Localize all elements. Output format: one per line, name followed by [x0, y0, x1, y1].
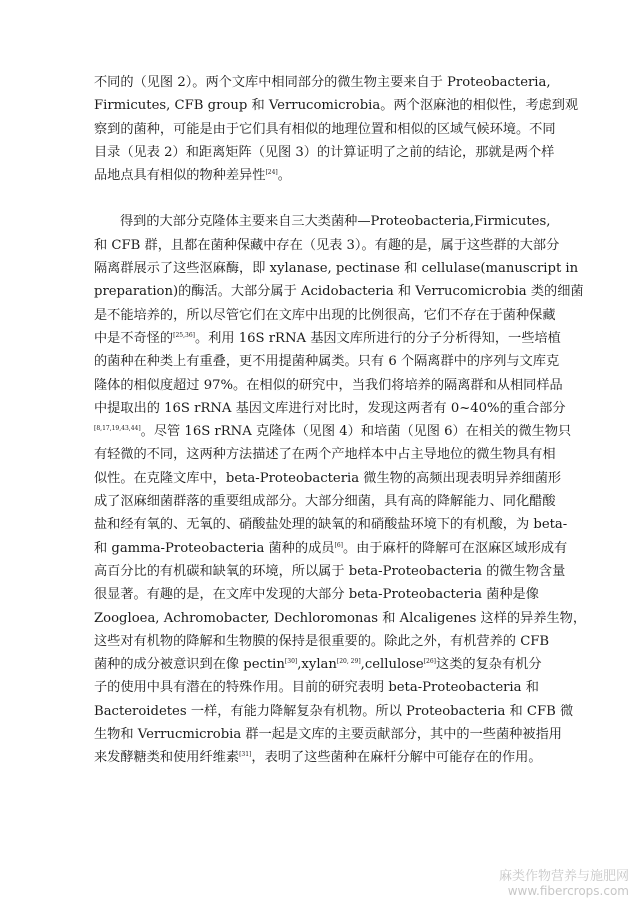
- citation-ref: [31]: [239, 751, 252, 759]
- text-line: [94, 653, 554, 676]
- citation-ref: [25,36]: [173, 331, 195, 339]
- text-segment: 品地点具有相似的物种差异性: [94, 168, 266, 184]
- text-line: 子的使用中具有潜在的特殊作用。目前的研究表明 beta-Proteobacteria 和: [94, 680, 539, 696]
- text-line: [94, 327, 561, 350]
- text-line: 有轻微的不同，这两种方法描述了在两个产地样本中占主导地位的微生物具有相: [94, 447, 556, 463]
- text-line: 和 CFB 群，且都在菌种保藏中存在（见表 3）。有趣的是，属于这些群的大部分: [94, 237, 560, 253]
- text-segment: 菌种的成分被意识到在像 pectin: [94, 657, 285, 673]
- text-line: 不同的（见图 2）。两个文库中相同部分的微生物主要来自于 Proteobacteria,: [94, 75, 551, 90]
- text-line: 盐和经有氧的、无氧的、硝酸盐处理的缺氧的和硝酸盐环境下的有机酸，为 beta-: [94, 517, 568, 533]
- text-segment: 这类的复杂有机分: [436, 657, 542, 673]
- paragraph-2: [94, 210, 587, 769]
- text-line: 这些对有机物的降解和生物膜的保持是很重要的。除此之外，有机营养的 CFB: [94, 633, 550, 649]
- document-body: [94, 71, 587, 770]
- text-line: 生物和 Verrucmicrobia 群一起是文库的主要贡献部分，其中的一些菌种被指用: [94, 727, 562, 743]
- watermark-name: 麻类作物营养与施肥网: [498, 869, 629, 884]
- citation-ref: [30]: [284, 658, 298, 666]
- text-segment: 。由于麻杆的降解可在沤麻区域形成有: [342, 540, 568, 556]
- text-segment: 。利用 16S rRNA 基因文库所进行的分子分析得知，一些培植: [194, 330, 561, 346]
- text-line: 中提取出的 16S rRNA 基因文库进行对比时，发现这两者有 0~40%的重合部分: [94, 400, 566, 416]
- text-line: Zoogloea, Achromobacter, Dechloromonas 和 Alcaligenes 这样的异养生物，: [94, 610, 587, 626]
- text-segment: ，表明了这些菌种在麻杆分解中可能存在的作用。: [251, 750, 542, 766]
- text-line: [94, 537, 568, 560]
- citation-ref: [6]: [334, 541, 343, 549]
- text-segment: ,cellulose: [360, 657, 424, 673]
- watermark-url: www.fibercrops.com: [507, 884, 629, 898]
- text-segment: 来发酵糖类和使用纤维素: [94, 750, 240, 766]
- text-line: Bacteroidetes 一样，有能力降解复杂有机物。所以 Proteobacteria 和 CFB 微: [94, 703, 574, 719]
- citation-ref: [26]: [423, 658, 437, 666]
- text-line: 似性。在克隆文库中，beta-Proteobacteria 微生物的高频出现表明异养细菌形: [94, 470, 562, 486]
- paragraph-1: [94, 71, 579, 187]
- text-segment: 中是不奇怪的: [94, 330, 174, 346]
- text-segment: ,xylan: [297, 657, 337, 673]
- text-line: preparation)的酶活。大部分属于 Acidobacteria 和 Verrucomicrobia 类的细菌: [94, 284, 584, 300]
- text-segment: 。尽管 16S rRNA 克隆体（见图 4）和培菌（见图 6）在相关的微生物只: [140, 424, 572, 440]
- text-line: [94, 164, 554, 187]
- citation-ref: [20, 29]: [336, 658, 361, 666]
- text-line: Firmicutes, CFB group 和 Verrucomicrobia。两个沤麻池的相似性，考虑到观: [94, 98, 579, 114]
- text-line: 高百分比的有机碳和缺氧的环境，所以属于 beta-Proteobacteria 的微生物含量: [94, 563, 566, 579]
- text-line: 目录（见表 2）和距离矩阵（见图 3）的计算证明了之前的结论，那就是两个样: [94, 144, 555, 160]
- text-segment: 和 gamma-Proteobacteria 菌种的成员: [94, 540, 335, 556]
- text-line: 得到的大部分克隆体主要来自三大类菌种—Proteobacteria,Firmicutes,: [120, 214, 551, 230]
- text-line: 的菌种在种类上有重叠，更不用提菌种属类。只有 6 个隔离群中的序列与文库克: [94, 354, 560, 370]
- site-watermark: [499, 869, 629, 899]
- text-line: [94, 746, 554, 769]
- text-line: 是不能培养的，所以尽管它们在文库中出现的比例很高，它们不存在于菌种保藏: [94, 307, 556, 323]
- citation-ref: [24]: [265, 169, 278, 177]
- citation-ref: [8,17,19,43,44]: [94, 425, 141, 433]
- text-line: 隆体的相似度超过 97%。在相似的研究中，当我们将培养的隔离群和从相同样品: [94, 377, 563, 393]
- text-line: [94, 420, 572, 443]
- text-segment: 。: [277, 168, 291, 184]
- text-line: 隔离群展示了这些沤麻酶，即 xylanase, pectinase 和 cellulase(manuscript in: [94, 261, 579, 277]
- text-line: 很显著。有趣的是，在文库中发现的大部分 beta-Proteobacteria 菌种是像: [94, 587, 539, 603]
- text-line: 察到的菌种，可能是由于它们具有相似的地理位置和相似的区域气候环境。不同: [94, 121, 556, 137]
- text-line: 成了沤麻细菌群落的重要组成部分。大部分细菌，具有高的降解能力、同化醋酸: [94, 494, 556, 510]
